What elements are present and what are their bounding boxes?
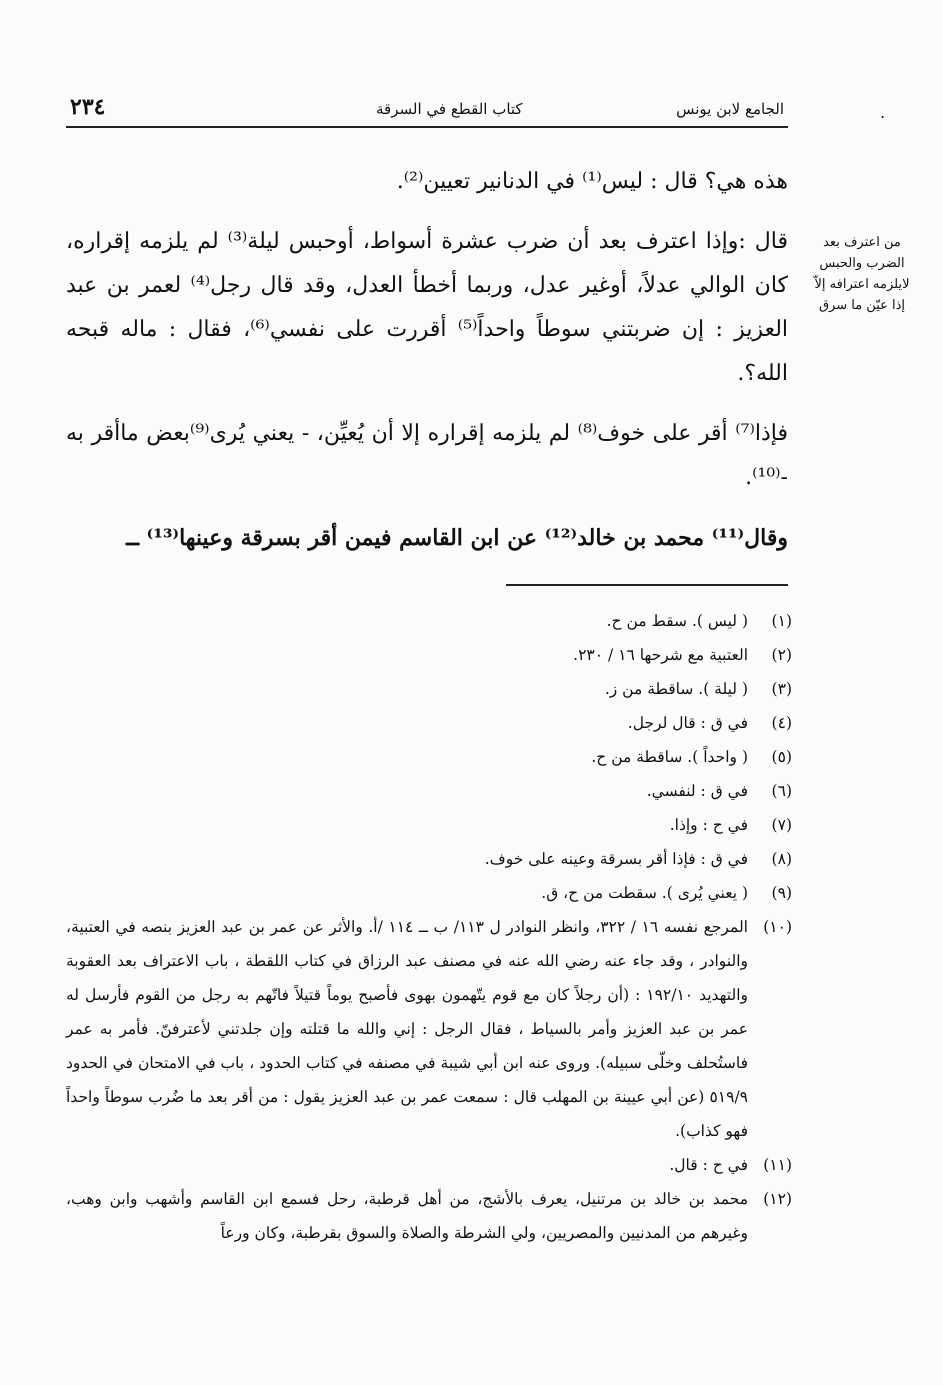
margin-note-line: إذا عيّن ما سرق — [818, 298, 906, 313]
footnote-number: (٦) — [771, 782, 792, 800]
footnote-number: (٨) — [771, 850, 792, 868]
margin-note-line: من اعترف بعد — [823, 235, 901, 250]
footnote — [66, 604, 792, 638]
footnote-text: ( واحداً ). ساقطة من ح. — [591, 748, 748, 766]
main-text — [66, 160, 788, 576]
footnote-text: في ح : وإذا. — [669, 816, 748, 834]
footnote-text: ( ليلة ). ساقطة من ز. — [604, 680, 748, 698]
paragraph: وقال⁽¹¹⁾ محمد بن خالد⁽¹²⁾ عن ابن القاسم فيمن أقر بسرقة وعينها⁽¹³⁾ ــ — [126, 525, 788, 551]
footnote — [66, 672, 792, 706]
footnote-number: (٤) — [771, 714, 792, 732]
footnote — [66, 876, 792, 910]
page-number: ٢٣٤ — [70, 94, 106, 120]
running-header — [66, 92, 788, 128]
margin-note-line: لايلزمه اعترافه إلاّ — [814, 277, 910, 292]
footnote-text: في ح : قال. — [669, 1156, 748, 1174]
footnote — [66, 1182, 792, 1250]
footnote-text: ( ليس ). سقط من ح. — [606, 612, 748, 630]
footnote — [66, 638, 792, 672]
footnote-text: في ق : قال لرجل. — [627, 714, 748, 732]
footnote — [66, 808, 792, 842]
footnote-separator — [506, 584, 788, 586]
footnote-text: العتبية مع شرحها ١٦ / ٢٣٠. — [573, 646, 748, 664]
footnote-text: محمد بن خالد بن مرتنيل، يعرف بالأشج، من أهل قرطبة، رحل فسمع ابن القاسم وأشهب وابن وهب، وغيرهم من المدنيين والمصريين، ولي الشرطة والصلاة والسوق بقرطبة، وكان ورعاً — [66, 1190, 748, 1242]
header-dot: . — [880, 103, 886, 122]
paragraph: هذه هي؟ قال : ليس⁽¹⁾ في الدنانير تعيين⁽²⁾. — [396, 169, 788, 194]
footnote — [66, 842, 792, 876]
chapter-title: كتاب القطع في السرقة — [376, 100, 523, 118]
footnote-number: (٣) — [771, 680, 792, 698]
footnote-number: (٢) — [771, 646, 792, 664]
footnote-number: (٧) — [771, 816, 792, 834]
paragraph: قال :وإذا اعترف بعد أن ضرب عشرة أسواط، أوحبس ليلة⁽³⁾ لم يلزمه إقراره، كان الوالي عدلاً، أوغير عدل، وربما أخطأ العدل، وقد قال رجل⁽⁴⁾ لعمر بن عبد العزيز : إن ضربتني سوطاً واحداً⁽⁵⁾ أقررت على نفسي⁽⁶⁾، فقال : ماله قبحه الله؟. — [66, 229, 789, 386]
footnote-text: في ق : لنفسي. — [646, 782, 748, 800]
margin-note — [808, 232, 916, 316]
footnote-number: (١٢) — [763, 1190, 792, 1208]
paragraph: فإذا⁽⁷⁾ أقر على خوف⁽⁸⁾ لم يلزمه إقراره إلا أن يُعيِّن، - يعني يُرى⁽⁹⁾بعض ماأقر به -⁽¹⁰⁾. — [66, 421, 788, 490]
footnote-number: (٥) — [771, 748, 792, 766]
footnote — [66, 910, 792, 1148]
margin-note-line: الضرب والحبس — [819, 256, 905, 271]
footnote-number: (٩) — [771, 884, 792, 902]
footnote — [66, 1148, 792, 1182]
footnote — [66, 740, 792, 774]
book-title: الجامع لابن يونس — [676, 100, 784, 118]
footnote-text: المرجع نفسه ١٦ / ٣٢٢، وانظر النوادر ل ١١٣/ ب ــ ١١٤ /أ. والأثر عن عمر بن عبد العزيز بنصه في العتبية، والنوادر ، وقد جاء عنه رضي الله عنه في مصنف عبد الرزاق في كتاب اللقطة ، باب الاعتراف بعد العقوبة والتهديد ١٩٢/١٠ : (أن رجلاً كان مع قوم يتّهمون بهوى فأصبح يوماً قتيلاً فاتّهم به رجل من القوم فأرسل له عمر بن عبد العزيز وأمر بالسياط ، فقال الرجل : إني والله ما قتلته وإن جلدتني لأعترفنّ. فأمر به عمر فاستُحلف وخلّى سبيله). وروى عنه ابن أبي شيبة في مصنفه في كتاب الحدود ، باب في الامتحان في الحدود ٥١٩/٩ (عن أبي عيينة بن المهلب قال : سمعت عمر بن عبد العزيز يقول : من أقر بعد ما ضُرب سوطاً واحداً فهو كذاب). — [66, 918, 748, 1140]
footnote-text: في ق : فإذا أقر بسرقة وعينه على خوف. — [484, 850, 748, 868]
footnote-text: ( يعني يُرى ). سقطت من ح، ق. — [541, 884, 748, 902]
footnote-number: (١) — [771, 612, 792, 630]
footnote — [66, 706, 792, 740]
footnote-number: (١٠) — [763, 918, 792, 936]
footnotes — [66, 604, 792, 1250]
footnote-number: (١١) — [763, 1156, 792, 1174]
footnote — [66, 774, 792, 808]
